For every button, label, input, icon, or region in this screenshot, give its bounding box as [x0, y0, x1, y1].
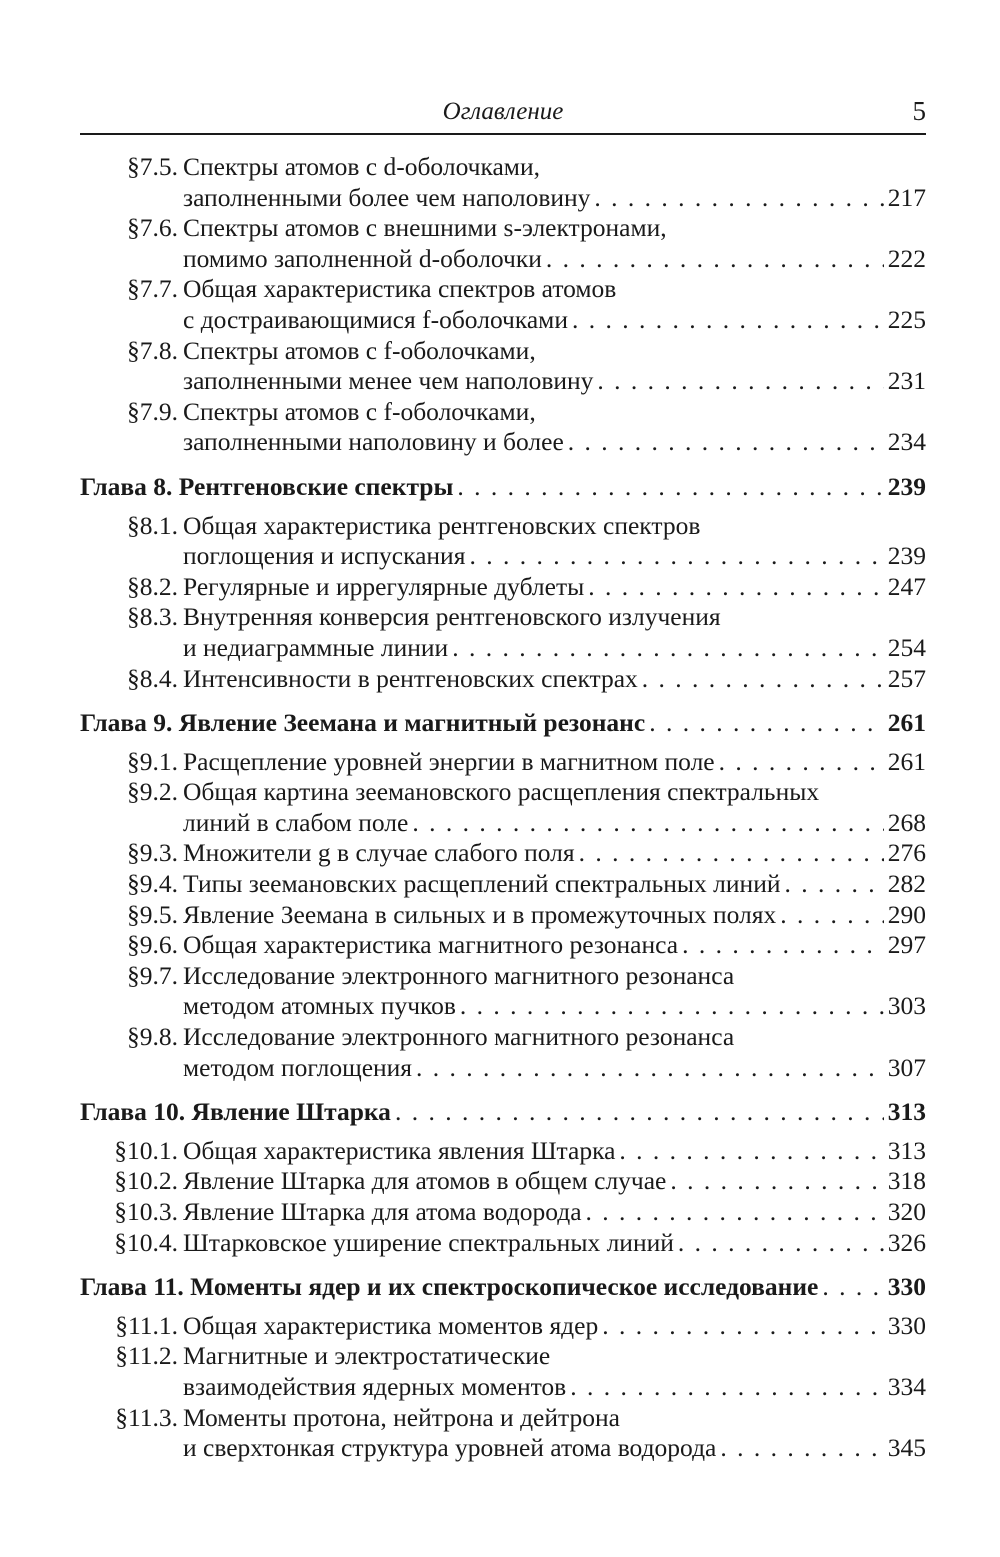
entry-page-number: 254: [887, 632, 926, 662]
entry-page-number: 247: [887, 571, 926, 601]
toc-section-entry: [80, 961, 926, 1022]
entry-title-line: Спектры атомов с f-оболочками,: [183, 396, 536, 426]
dot-leader: [457, 472, 883, 503]
entry-page-number: 318: [887, 1166, 926, 1196]
section-number: §7.5.: [127, 152, 178, 181]
dot-leader: [469, 541, 883, 572]
entry-title-line: заполненными менее чем наполовину: [183, 366, 594, 396]
section-number: §9.5.: [127, 899, 178, 929]
section-number: §10.3.: [114, 1197, 178, 1226]
entry-title-line: Явление Штарка для атомов в общем случае: [183, 1166, 667, 1196]
entry-title-line: с достраивающимися f-оболочками: [183, 304, 568, 334]
dot-leader: [780, 900, 884, 931]
section-number: §7.7.: [127, 274, 178, 304]
entry-title-line: Глава 9. Явление Зеемана и магнитный резонанс: [80, 708, 646, 738]
section-number: §9.8.: [127, 1022, 178, 1052]
toc-section-entry: [80, 930, 926, 961]
dot-leader: [572, 305, 884, 336]
entry-title-line: взаимодействия ядерных моментов: [183, 1371, 567, 1401]
entry-page-number: 307: [887, 1052, 926, 1082]
section-number: §7.6.: [127, 213, 178, 243]
toc-section-entry: [80, 511, 926, 572]
entry-page-number: 239: [887, 471, 926, 501]
section-number: §9.7.: [127, 960, 178, 990]
dot-leader: [395, 1097, 884, 1128]
entry-title-line: и недиаграммные линии: [183, 632, 449, 662]
entry-title-line: Штарковское уширение спектральных линий: [183, 1227, 674, 1257]
entry-page-number: 217: [887, 182, 926, 212]
entry-title-line: заполненными наполовину и более: [183, 427, 564, 457]
header-rule: [80, 133, 926, 135]
running-header-title: Оглавление: [442, 98, 564, 125]
entry-title-line: заполненными более чем наполовину: [183, 182, 591, 212]
entry-page-number: 234: [887, 427, 926, 457]
dot-leader: [602, 1311, 884, 1342]
entry-page-number: 261: [887, 746, 926, 776]
entry-title-line: методом поглощения: [183, 1052, 413, 1082]
dot-leader: [649, 708, 884, 739]
toc-section-entry: [80, 1403, 926, 1464]
section-number: §7.9.: [127, 396, 178, 426]
toc-section-entry: [80, 1341, 926, 1402]
dot-leader: [568, 427, 884, 458]
dot-leader: [546, 244, 884, 275]
entry-page-number: 313: [887, 1097, 926, 1127]
entry-page-number: 320: [887, 1197, 926, 1226]
toc-section-entry: [80, 838, 926, 869]
entry-page-number: 330: [887, 1272, 926, 1302]
dot-leader: [586, 1197, 884, 1228]
toc-section-entry: [80, 1136, 926, 1167]
dot-leader: [678, 1228, 884, 1259]
table-of-contents: [80, 152, 926, 1464]
section-number: §11.2.: [115, 1341, 178, 1371]
entry-title-line: Явление Штарка для атома водорода: [183, 1197, 582, 1226]
entry-title-line: Интенсивности в рентгеновских спектрах: [183, 663, 638, 693]
toc-chapter-entry: [80, 1097, 926, 1128]
toc-section-entry: [80, 572, 926, 603]
entry-title-line: поглощения и испускания: [183, 541, 466, 571]
section-number: §9.3.: [127, 838, 178, 868]
section-number: §8.2.: [127, 571, 178, 601]
toc-section-entry: [80, 1311, 926, 1342]
entry-title-line: и сверхтонкая структура уровней атома водорода: [183, 1433, 717, 1463]
section-number: §8.4.: [127, 663, 178, 693]
dot-leader: [597, 366, 883, 397]
toc-section-entry: [80, 602, 926, 663]
entry-page-number: 268: [887, 807, 926, 837]
section-number: §9.6.: [127, 930, 178, 960]
entry-page-number: 297: [887, 930, 926, 960]
dot-leader: [452, 633, 884, 664]
dot-leader: [785, 869, 884, 900]
entry-page-number: 257: [887, 663, 926, 693]
section-number: §8.3.: [127, 602, 178, 632]
entry-page-number: 222: [887, 243, 926, 273]
entry-title-line: Исследование электронного магнитного резонанса: [183, 1022, 735, 1052]
entry-title-line: Явление Зеемана в сильных и в промежуточных полях: [183, 899, 777, 929]
entry-title-line: Глава 10. Явление Штарка: [80, 1097, 391, 1127]
toc-section-entry: [80, 664, 926, 695]
entry-page-number: 282: [887, 869, 926, 899]
entry-page-number: 225: [887, 304, 926, 334]
entry-title-line: Внутренняя конверсия рентгеновского излучения: [183, 602, 721, 632]
dot-leader: [720, 1433, 883, 1464]
dot-leader: [594, 183, 883, 214]
entry-title-line: Общая характеристика моментов ядер: [183, 1310, 599, 1340]
entry-page-number: 326: [887, 1227, 926, 1257]
dot-leader: [460, 991, 884, 1022]
entry-title-line: Спектры атомов с d-оболочками,: [183, 152, 540, 181]
toc-section-entry: [80, 152, 926, 213]
entry-page-number: 330: [887, 1310, 926, 1340]
toc-section-entry: [80, 336, 926, 397]
entry-page-number: 334: [887, 1371, 926, 1401]
entry-title-line: Регулярные и иррегулярные дублеты: [183, 571, 585, 601]
dot-leader: [670, 1166, 883, 1197]
section-number: §10.1.: [114, 1135, 178, 1165]
section-number: §9.2.: [127, 777, 178, 807]
toc-section-entry: [80, 1197, 926, 1228]
toc-section-entry: [80, 900, 926, 931]
toc-section-entry: [80, 777, 926, 838]
entry-title-line: Глава 11. Моменты ядер и их спектроскопическое исследование: [80, 1272, 819, 1302]
section-number: §11.1.: [115, 1310, 178, 1340]
entry-page-number: 239: [887, 541, 926, 571]
entry-page-number: 345: [887, 1433, 926, 1463]
toc-section-entry: [80, 397, 926, 458]
entry-page-number: 231: [887, 366, 926, 396]
entry-page-number: 276: [887, 838, 926, 868]
entry-page-number: 290: [887, 899, 926, 929]
toc-section-entry: [80, 1166, 926, 1197]
toc-section-entry: [80, 1022, 926, 1083]
entry-title-line: помимо заполненной d-оболочки: [183, 243, 542, 273]
entry-title-line: Общая характеристика рентгеновских спектров: [183, 510, 701, 540]
section-number: §9.4.: [127, 869, 178, 899]
toc-section-entry: [80, 274, 926, 335]
entry-page-number: 303: [887, 991, 926, 1021]
entry-title-line: Исследование электронного магнитного резонанса: [183, 960, 735, 990]
toc-section-entry: [80, 747, 926, 778]
entry-page-number: 261: [887, 708, 926, 738]
toc-chapter-entry: [80, 472, 926, 503]
entry-title-line: Общая характеристика явления Штарка: [183, 1135, 616, 1165]
section-number: §10.2.: [114, 1166, 178, 1196]
entry-title-line: Типы зеемановских расщеплений спектральных линий: [183, 869, 781, 899]
entry-title-line: методом атомных пучков: [183, 991, 456, 1021]
dot-leader: [588, 572, 884, 603]
entry-title-line: Моменты протона, нейтрона и дейтрона: [183, 1402, 620, 1432]
entry-title-line: Общая картина зеемановского расщепления спектральных: [183, 777, 820, 807]
page-number: 5: [912, 96, 926, 126]
dot-leader: [412, 808, 883, 839]
running-header: [80, 92, 926, 132]
dot-leader: [682, 930, 884, 961]
section-number: §10.4.: [114, 1227, 178, 1257]
entry-title-line: Общая характеристика спектров атомов: [183, 274, 617, 304]
section-number: §7.8.: [127, 335, 178, 365]
entry-title-line: Множители g в случае слабого поля: [183, 838, 575, 868]
entry-title-line: Глава 8. Рентгеновские спектры: [80, 471, 454, 501]
entry-title-line: Спектры атомов с f-оболочками,: [183, 335, 536, 365]
section-number: §9.1.: [127, 746, 178, 776]
toc-chapter-entry: [80, 708, 926, 739]
dot-leader: [642, 664, 884, 695]
entry-title-line: Спектры атомов с внешними s-электронами,: [183, 213, 667, 243]
toc-chapter-entry: [80, 1272, 926, 1303]
dot-leader: [570, 1372, 884, 1403]
entry-title-line: Расщепление уровней энергии в магнитном поле: [183, 746, 715, 776]
section-number: §8.1.: [127, 510, 178, 540]
dot-leader: [719, 747, 884, 778]
dot-leader: [822, 1272, 883, 1303]
entry-page-number: 313: [887, 1135, 926, 1165]
section-number: §11.3.: [115, 1402, 178, 1432]
dot-leader: [579, 838, 884, 869]
entry-title-line: линий в слабом поле: [183, 807, 409, 837]
dot-leader: [619, 1136, 883, 1167]
toc-section-entry: [80, 869, 926, 900]
toc-section-entry: [80, 1228, 926, 1259]
dot-leader: [416, 1053, 884, 1084]
entry-title-line: Магнитные и электростатические: [183, 1341, 551, 1371]
toc-section-entry: [80, 213, 926, 274]
entry-title-line: Общая характеристика магнитного резонанса: [183, 930, 679, 960]
